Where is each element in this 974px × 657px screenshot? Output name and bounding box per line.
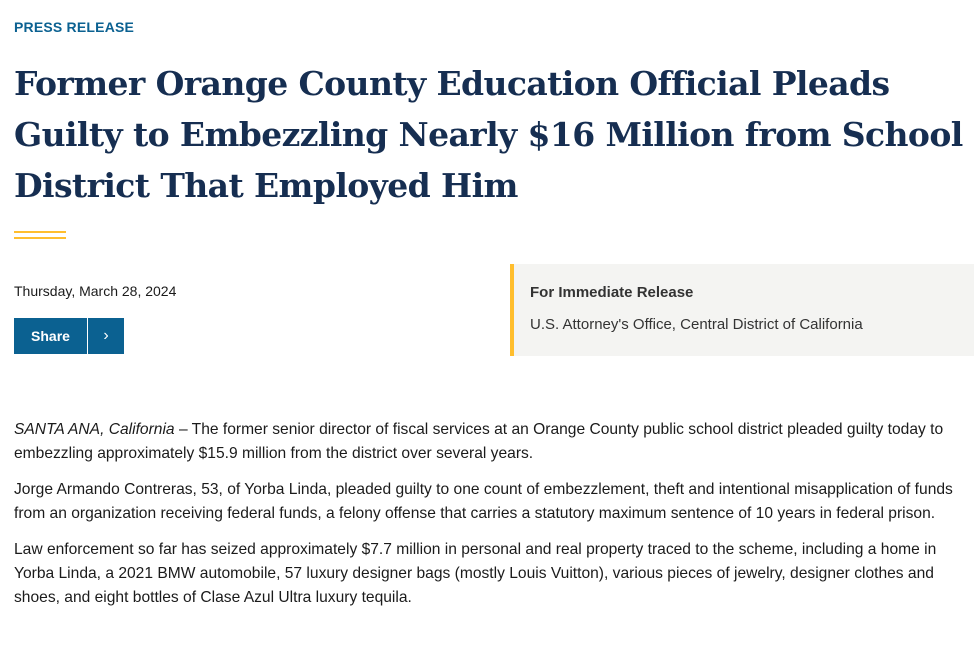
eyebrow-label: PRESS RELEASE	[14, 19, 135, 35]
share-button[interactable]	[14, 318, 124, 354]
dateline-dash: –	[174, 421, 192, 438]
paragraph-1-text: The former senior director of fiscal services at an Orange County public school district pleaded guilty today to embezzling approximately $15.9 million from the district over several years.	[14, 421, 944, 462]
release-date: Thursday, March 28, 2024	[14, 283, 177, 299]
release-source: U.S. Attorney's Office, Central District of California	[530, 316, 863, 333]
release-info-box	[510, 264, 974, 356]
title-divider	[14, 231, 66, 239]
page-title: Former Orange County Education Official Pleads Guilty to Embezzling Nearly $16 Million from School District That Employed Him	[14, 64, 963, 205]
chevron-right-icon: ›	[103, 327, 109, 344]
release-type: For Immediate Release	[530, 284, 694, 301]
share-label: Share	[31, 328, 70, 344]
dateline: SANTA ANA, California	[14, 421, 175, 438]
article-body	[14, 418, 974, 622]
paragraph-2: Jorge Armando Contreras, 53, of Yorba Linda, pleaded guilty to one count of embezzlement, theft and intentional misapplication of funds from an organization receiving federal funds, a felony offense that carries a statutory maximum sentence of 10 years in federal prison.	[14, 481, 953, 522]
paragraph-1	[14, 418, 974, 466]
paragraph-3: Law enforcement so far has seized approximately $7.7 million in personal and real property traced to the scheme, including a home in Yorba Linda, a 2021 BMW automobile, 57 luxury designer bags (mostly Louis Vuitton), various pieces of jewelry, designer clothes and shoes, and eight bottles of Clase Azul Ultra luxury tequila.	[14, 541, 937, 606]
